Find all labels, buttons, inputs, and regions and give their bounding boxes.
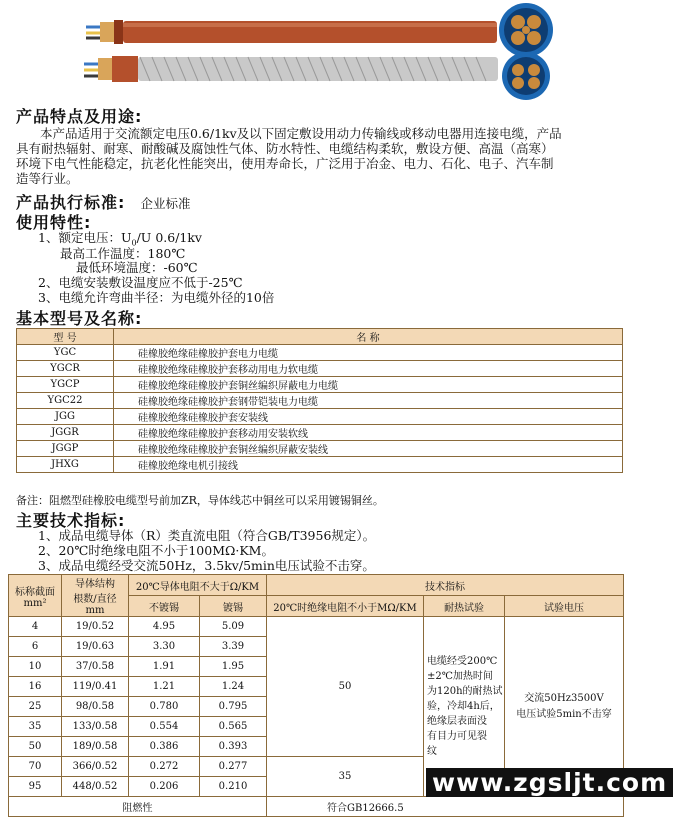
model-code: JGGR: [17, 425, 114, 441]
cable-product-photo: [0, 0, 631, 100]
features-line: 环境下电气性能稳定，抗老化性能突出，使用寿命长，广泛用于冶金、电力、石化、电子、汽车制: [16, 156, 554, 171]
voltage-line: 电压试验5min不击穿: [516, 708, 612, 720]
features-line: 具有耐热辐射、耐寒、耐酸碱及腐蚀性气体、防水特性、电缆结构柔软，敷设方便、高温（高寒）: [16, 141, 554, 156]
features-line: 造等行业。: [16, 171, 79, 186]
model-code: YGCP: [17, 377, 114, 393]
model-row: [17, 345, 623, 361]
spec-row: [9, 617, 624, 637]
structure-cell: 189/0.58: [62, 737, 129, 757]
flame-row: [9, 797, 624, 817]
tinned-cell: 0.795: [200, 697, 267, 717]
heat-line: ±2℃加热时间: [427, 671, 493, 682]
model-code: YGC22: [17, 393, 114, 409]
model-row: [17, 361, 623, 377]
structure-cell: 366/0.52: [62, 757, 129, 777]
heat-line: 有目力可见裂: [427, 731, 487, 742]
model-code: JGG: [17, 409, 114, 425]
structure-cell: 133/0.58: [62, 717, 129, 737]
h-section: 标称截面 mm²: [9, 575, 62, 617]
h-heat: 耐热试验: [424, 596, 505, 617]
flame-label: 阻燃性: [9, 797, 267, 817]
tech-item-1: 1、成品电缆导体（R）类直流电阻（符合GB/T3956规定）。: [38, 528, 376, 543]
tinned-cell: 1.95: [200, 657, 267, 677]
plain-cell: 0.386: [129, 737, 200, 757]
section-cell: 25: [9, 697, 62, 717]
cable-cross-section-1: [499, 3, 553, 57]
structure-cell: 98/0.58: [62, 697, 129, 717]
section-cell: 4: [9, 617, 62, 637]
standard-value: 企业标准: [140, 196, 191, 211]
heat-line: 验，冷却4h后，: [427, 701, 500, 712]
tech-item-2: 2、20℃时绝缘电阻不小于100MΩ·KM。: [38, 543, 274, 558]
heat-line: 绝缘层表面没: [427, 716, 487, 727]
cable-top: [86, 20, 497, 44]
model-name: 硅橡胶绝缘硅橡胶护套铜丝编织屏蔽安装线: [114, 441, 623, 457]
col-name-header: 名 称: [114, 329, 623, 345]
plain-cell: 0.272: [129, 757, 200, 777]
model-name: 硅橡胶绝缘硅橡胶护套钢带铠装电力电缆: [114, 393, 623, 409]
tinned-cell: 0.210: [200, 777, 267, 797]
plain-cell: 1.91: [129, 657, 200, 677]
tinned-cell: 1.24: [200, 677, 267, 697]
cable-bottom: [84, 56, 498, 82]
model-name: 硅橡胶绝缘硅橡胶护套移动用安装软线: [114, 425, 623, 441]
tinned-cell: 5.09: [200, 617, 267, 637]
plain-cell: 4.95: [129, 617, 200, 637]
voltage-line: 交流50Hz3500V: [524, 692, 604, 704]
features-line: 本产品适用于交流额定电压0.6/1kv及以下固定敷设用动力传输线或移动电器用连接电缆，产品: [40, 126, 562, 141]
h-insulation: 20℃时绝缘电阻不小于MΩ/KM: [267, 596, 424, 617]
h-structure: 导体结构 根数/直径 mm: [62, 575, 129, 617]
insulation-value-b: 35: [267, 757, 424, 797]
heat-line: 电缆经受200℃: [427, 656, 498, 667]
standard-heading: 产品执行标准:: [16, 193, 126, 212]
model-name: 硅橡胶绝缘电机引接线: [114, 457, 623, 473]
h-voltage: 试验电压: [505, 596, 624, 617]
tech-heading: 主要技术指标:: [16, 511, 126, 530]
h-plain: 不镀锡: [129, 596, 200, 617]
models-table-header: [17, 329, 623, 345]
tinned-cell: 0.393: [200, 737, 267, 757]
structure-cell: 448/0.52: [62, 777, 129, 797]
tech-item-3: 3、成品电缆经受交流50Hz，3.5kv/5min电压试验不击穿。: [38, 558, 375, 573]
section-cell: 50: [9, 737, 62, 757]
model-name: 硅橡胶绝缘硅橡胶护套移动用电力软电缆: [114, 361, 623, 377]
structure-cell: 119/0.41: [62, 677, 129, 697]
tinned-cell: 0.277: [200, 757, 267, 777]
model-row: [17, 441, 623, 457]
heat-line: 为120h的耐热试: [427, 686, 503, 697]
structure-cell: 19/0.52: [62, 617, 129, 637]
h-tinned: 镀锡: [200, 596, 267, 617]
model-row: [17, 377, 623, 393]
h-tech: 技术指标: [267, 575, 624, 596]
usage-item-1: 1、额定电压：$U_0/U$ 0.6/1kv: [38, 230, 202, 248]
usage-item-2: 2、电缆安装敷设温度应不低于-25℃: [38, 275, 243, 290]
flame-value: 符合GB12666.5: [267, 797, 624, 817]
model-row: [17, 393, 623, 409]
section-cell: 6: [9, 637, 62, 657]
model-row: [17, 457, 623, 473]
model-code: YGCR: [17, 361, 114, 377]
model-name: 硅橡胶绝缘硅橡胶护套安装线: [114, 409, 623, 425]
section-cell: 16: [9, 677, 62, 697]
model-row: [17, 409, 623, 425]
insulation-value-a: 50: [267, 617, 424, 757]
plain-cell: 3.30: [129, 637, 200, 657]
plain-cell: 0.554: [129, 717, 200, 737]
usage-max-temp: 最高工作温度：180℃: [60, 246, 186, 261]
website-watermark: www.zgsljt.com: [426, 768, 673, 797]
structure-cell: 19/0.63: [62, 637, 129, 657]
tinned-cell: 3.39: [200, 637, 267, 657]
plain-cell: 0.780: [129, 697, 200, 717]
models-heading: 基本型号及名称:: [16, 309, 143, 328]
plain-cell: 1.21: [129, 677, 200, 697]
models-table: [16, 328, 623, 473]
col-model-header: 型 号: [17, 329, 114, 345]
section-cell: 70: [9, 757, 62, 777]
usage-item-3: 3、电缆允许弯曲半径：为电缆外径的10倍: [38, 290, 275, 305]
features-body: [16, 126, 626, 186]
heat-line: 纹: [427, 746, 437, 757]
model-code: JHXG: [17, 457, 114, 473]
cable-cross-section-2: [502, 52, 550, 100]
plain-cell: 0.206: [129, 777, 200, 797]
section-cell: 35: [9, 717, 62, 737]
features-heading: 产品特点及用途:: [16, 107, 143, 126]
tinned-cell: 0.565: [200, 717, 267, 737]
model-name: 硅橡胶绝缘硅橡胶护套电力电缆: [114, 345, 623, 361]
model-row: [17, 425, 623, 441]
models-note: 备注：阻燃型硅橡胶电缆型号前加ZR，导体线芯中铜丝可以采用镀锡铜丝。: [16, 494, 384, 507]
model-code: YGC: [17, 345, 114, 361]
model-name: 硅橡胶绝缘硅橡胶护套铜丝编织屏蔽电力电缆: [114, 377, 623, 393]
section-cell: 10: [9, 657, 62, 677]
model-code: JGGP: [17, 441, 114, 457]
section-cell: 95: [9, 777, 62, 797]
usage-min-temp: 最低环境温度：-60℃: [76, 260, 198, 275]
structure-cell: 37/0.58: [62, 657, 129, 677]
h-resistance: 20℃导体电阻不大于Ω/KM: [129, 575, 267, 596]
usage-heading: 使用特性:: [16, 213, 92, 232]
